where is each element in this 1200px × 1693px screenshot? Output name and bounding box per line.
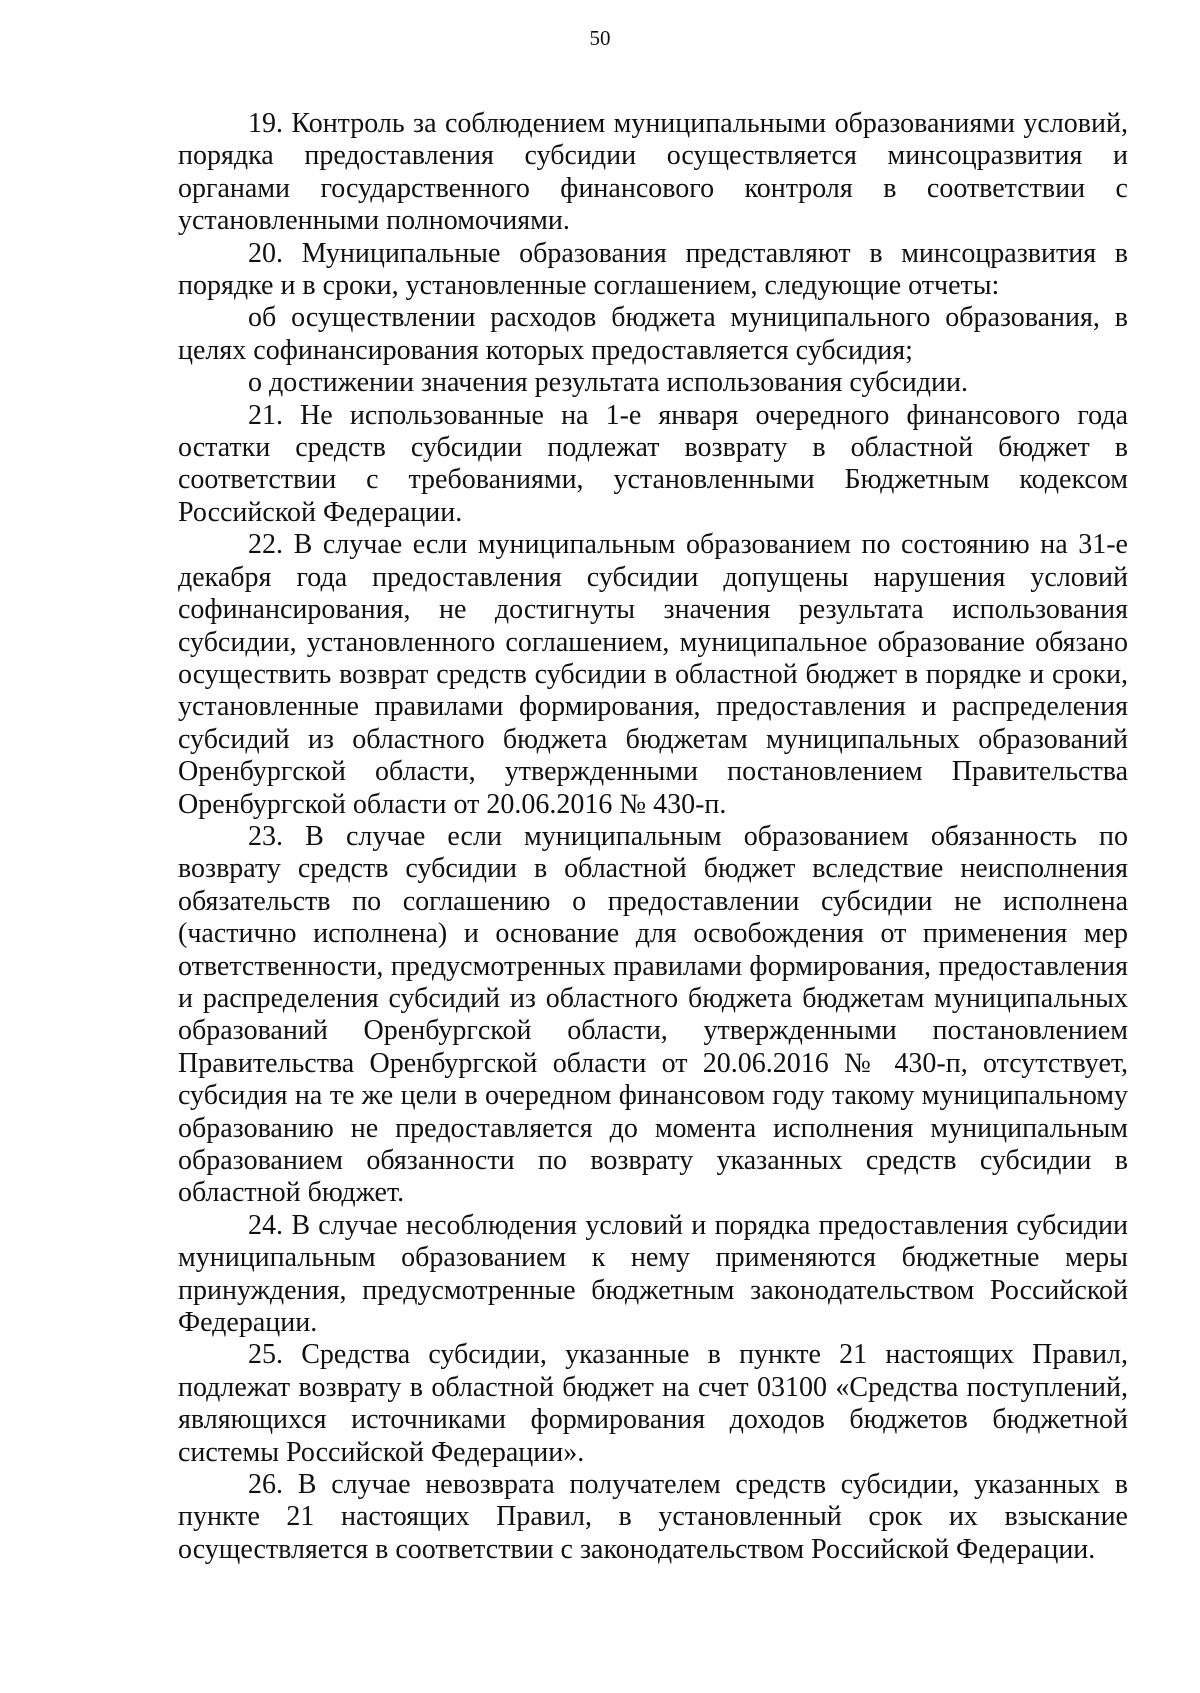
page-number: 50 bbox=[589, 26, 611, 50]
paragraph-20-item-expenses: об осуществлении расходов бюджета муниципального образования, в целях софинансирования которых предоставляется субсидия; bbox=[178, 302, 1128, 366]
paragraph-21: 21. Не использованные на 1-е января очередного финансового года остатки средств субсидии подлежат возврату в областной бюджет в соответствии с требованиями, установленными Бюджетным кодексом Российской Федерации. bbox=[178, 399, 1128, 528]
paragraph-24: 24. В случае несоблюдения условий и порядка предоставления субсидии муниципальным образованием к нему применяются бюджетные меры принуждения, предусмотренные бюджетным законодательством Российской Федерации. bbox=[178, 1209, 1128, 1339]
paragraph-20-item-result: о достижении значения результата использования субсидии. bbox=[248, 367, 968, 399]
paragraph-23: 23. В случае если муниципальным образованием обязанность по возврату средств субсидии в областной бюджет вследствие неисполнения обязательств по соглашению о предоставлении субсидии не исполнена (частично исполнена) и основание для освобождения от применения мер ответственности, предусмотренных правилами формирования, предоставления и распределения субсидий из областного бюджета бюджетам муниципальных образований Оренбургской области, утвержденными постановлением Правительства Оренбургской области от 20.06.2016 № 430-п, отсутствует, субсидия на те же цели в очередном финансовом году такому муниципальному образованию не предоставляется до момента исполнения муниципальным образованием обязанности по возврату указанных средств субсидии в областной бюджет. bbox=[178, 820, 1128, 1209]
paragraph-19: 19. Контроль за соблюдением муниципальными образованиями условий, порядка предоставления субсидии осуществляется минсоцразвития и органами государственного финансового контроля в соответствии с установленными полномочиями. bbox=[178, 108, 1128, 237]
paragraph-20: 20. Муниципальные образования представляют в минсоцразвития в порядке и в сроки, установленные соглашением, следующие отчеты: bbox=[178, 237, 1128, 302]
paragraph-25: 25. Средства субсидии, указанные в пункте 21 настоящих Правил, подлежат возврату в областной бюджет на счет 03100 «Средства поступлений, являющихся источниками формирования доходов бюджетов бюджетной системы Российской Федерации». bbox=[178, 1339, 1128, 1468]
document-body bbox=[178, 108, 1128, 1566]
paragraph-26: 26. В случае невозврата получателем средств субсидии, указанных в пункте 21 настоящих Правил, в установленный срок их взыскание осуществляется в соответствии с законодательством Российской Федерации. bbox=[178, 1469, 1128, 1565]
paragraph-22: 22. В случае если муниципальным образованием по состоянию на 31-е декабря года предоставления субсидии допущены нарушения условий софинансирования, не достигнуты значения результата использования субсидии, установленного соглашением, муниципальное образование обязано осуществить возврат средств субсидии в областной бюджет в порядке и сроки, установленные правилами формирования, предоставления и распределения субсидий из областного бюджета бюджетам муниципальных образований Оренбургской области, утвержденными постановлением Правительства Оренбургской области от 20.06.2016 № 430-п. bbox=[178, 529, 1128, 820]
